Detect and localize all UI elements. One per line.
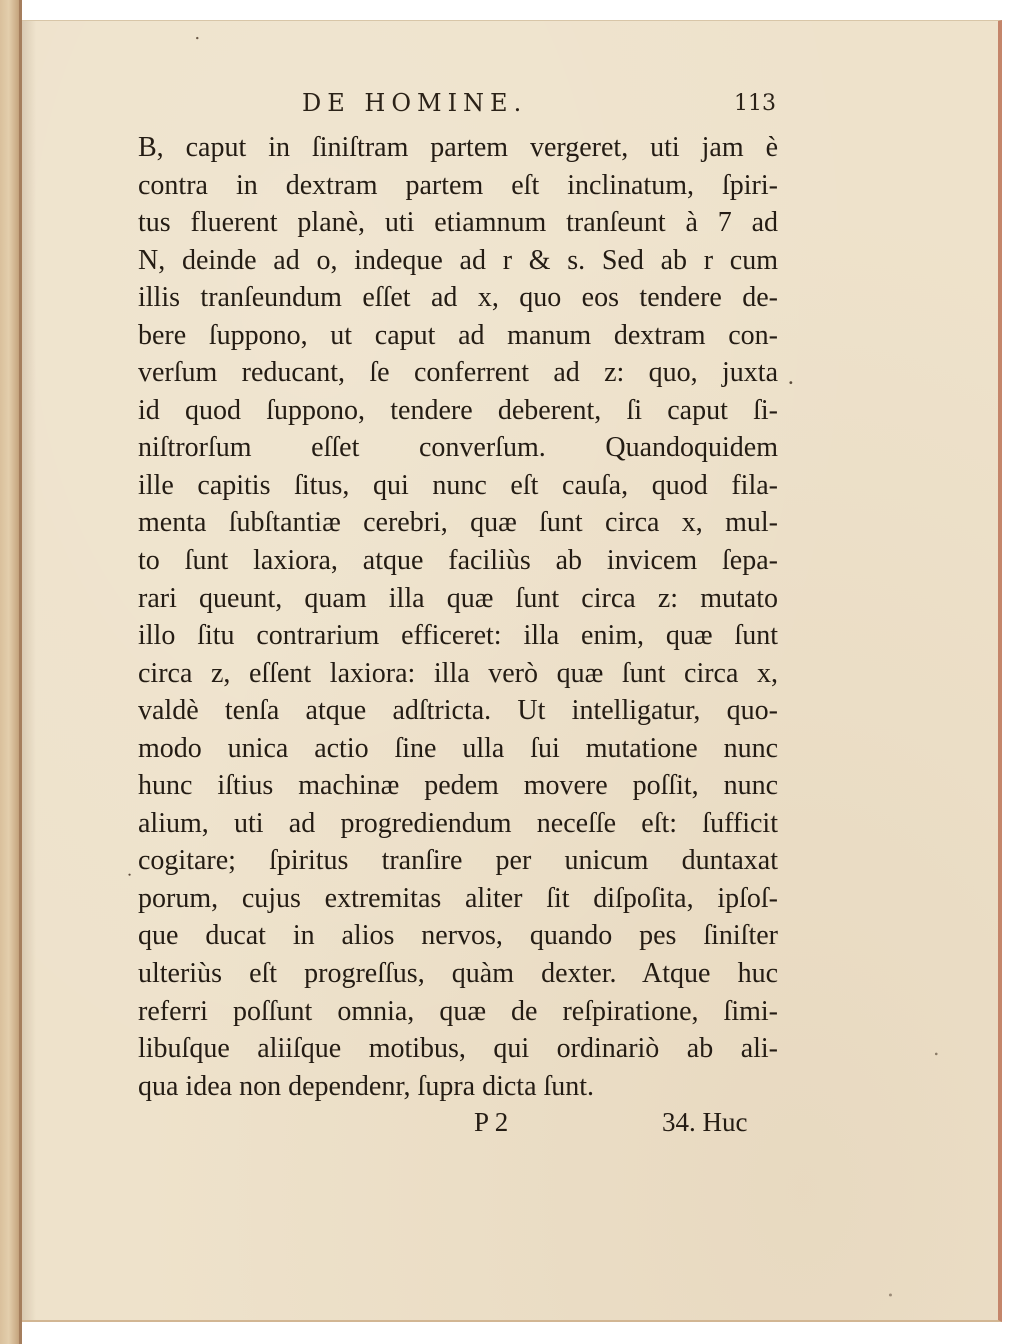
text-line: circa z, eſſent laxiora: illa verò quæ ſunt circa x, [138,657,778,689]
text-line: to ſunt laxiora, atque faciliùs ab invicem ſepa- [138,545,778,577]
text-line: contra in dextram partem eſt inclinatum, ſpiri- [138,169,778,201]
text-line: que ducat in alios nervos, quando pes ſiniſter [138,920,778,952]
text-line: ulteriùs eſt progreſſus, quàm dexter. Atque huc [138,958,778,990]
text-line: hunc iſtius machinæ pedem movere poſſit, nunc [138,770,778,802]
speck [128,874,130,876]
text-line: porum, cujus extremitas aliter ſit diſpoſita, ipſoſ- [138,882,778,914]
text-line: illo ſitu contrarium efficeret: illa enim, quæ ſunt [138,620,778,652]
speck [196,37,198,39]
speck [789,381,792,384]
text-line: verſum reducant, ſe conferrent ad z: quo, juxta [138,357,778,389]
text-line: referri poſſunt omnia, quæ de reſpiratione, ſimi- [138,995,778,1027]
text-line: valdè tenſa atque adſtricta. Ut intelligatur, quo- [138,695,778,727]
facing-page-edge [0,0,22,1344]
text-line: libuſque aliiſque motibus, qui ordinariò ab ali- [138,1033,778,1065]
text-line: qua idea non dependenr, ſupra dicta ſunt. [138,1070,595,1102]
text-line: cogitare; ſpiritus tranſire per unicum duntaxat [138,845,778,877]
page-leaf [22,20,1002,1322]
page-number: 113 [734,91,776,116]
text-line: rari queunt, quam illa quæ ſunt circa z: mutato [138,582,778,614]
text-line: bere ſuppono, ut caput ad manum dextram con- [138,319,778,351]
speck [935,1053,938,1056]
text-line: menta ſubſtantiæ cerebri, quæ ſunt circa x, mul- [138,507,778,539]
text-line: alium, uti ad progrediendum neceſſe eſt: ſufficit [138,807,778,839]
text-line: id quod ſuppono, tendere deberent, ſi caput ſi- [138,394,778,426]
catchword: 34. Huc [662,1107,748,1137]
text-line: tus fluerent planè, uti etiamnum tranſeunt à 7 ad [138,207,778,239]
paper-specks [22,21,998,1320]
running-head-title: DE HOMINE. [302,89,528,117]
speck [889,1293,892,1296]
text-line: N, deinde ad o, indeque ad r & s. Sed ab r cum [138,244,778,276]
text-line: B, caput in ſiniſtram partem vergeret, uti jam è [138,132,778,163]
text-line: modo unica actio ſine ulla ſui mutatione nunc [138,732,778,764]
text-line: ille capitis ſitus, qui nunc eſt cauſa, quod fila- [138,469,778,501]
text-line: niſtrorſum eſſet converſum. Quandoquidem [138,432,778,464]
signature-mark: P 2 [474,1107,509,1137]
text-line: illis tranſeundum eſſet ad x, quo eos tendere de- [138,282,778,314]
